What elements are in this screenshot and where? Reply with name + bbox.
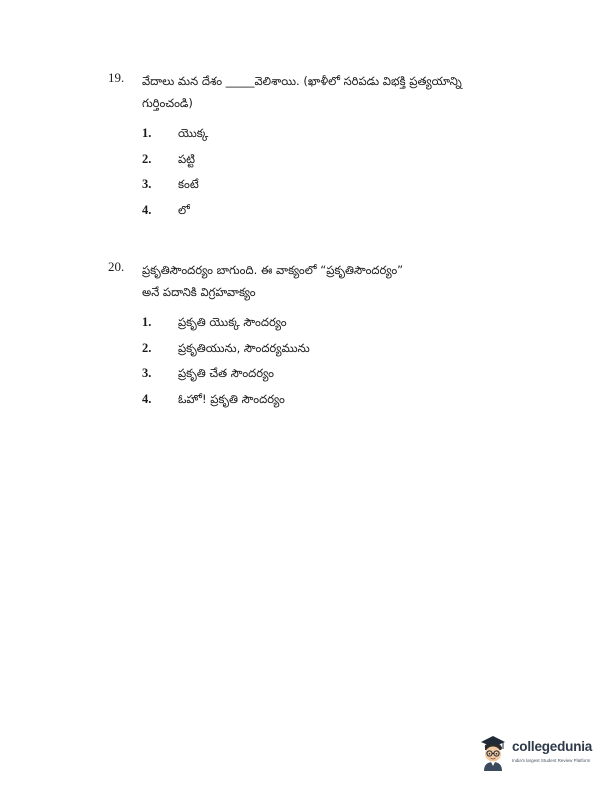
option-text: పట్టి <box>178 151 196 166</box>
option-number: 4. <box>142 391 152 406</box>
options-list <box>142 312 522 414</box>
collegedunia-logo <box>478 733 604 773</box>
question-text <box>142 70 532 114</box>
option-text: ప్రకృతి చేత సౌందర్యం <box>178 366 274 380</box>
option-3 <box>142 174 522 200</box>
option-number: 3. <box>142 177 152 191</box>
option-number: 4. <box>142 202 152 217</box>
student-mascot-icon <box>478 733 508 771</box>
option-1 <box>142 123 522 149</box>
option-number: 1. <box>142 315 152 329</box>
option-3 <box>142 363 522 389</box>
option-number: 2. <box>142 340 152 355</box>
option-text: ఓహో! ప్రకృతి సౌందర్యం <box>178 391 285 406</box>
option-number: 3. <box>142 366 152 380</box>
option-2 <box>142 149 522 175</box>
question-text-line: ప్రకృతిసౌందర్యం బాగుంది. ఈ వాక్యంలో “ప్రకృతిసౌందర్యం” <box>142 263 404 277</box>
question-text-line: గుర్తించండి) <box>142 96 193 110</box>
option-text: యొక్క <box>178 126 209 140</box>
question-text-line: అనే పదానికి విగ్రహవాక్యం <box>142 285 256 299</box>
option-number: 1. <box>142 126 152 140</box>
option-2 <box>142 338 522 364</box>
question-text-line: వేదాలు మన దేశం _____వెలిశాయి. (ఖాళీలో సరిపడు విభక్తి ప్రత్యయాన్ని <box>142 74 462 88</box>
option-text: ప్రకృతియును, సౌందర్యమును <box>178 340 310 355</box>
option-1 <box>142 312 522 338</box>
logo-tagline: India's largest Student Review Platform <box>512 758 591 763</box>
option-number: 2. <box>142 151 152 166</box>
logo-wordmark: collegedunia <box>512 739 593 754</box>
question-number: 19. <box>108 70 125 85</box>
question-number: 20. <box>108 259 125 274</box>
option-text: ప్రకృతి యొక్క సౌందర్యం <box>178 315 287 329</box>
option-4 <box>142 200 522 226</box>
option-text: కంటే <box>178 177 199 191</box>
option-4 <box>142 389 522 415</box>
question-text <box>142 259 532 303</box>
options-list <box>142 123 522 225</box>
option-text: లో <box>178 202 190 217</box>
